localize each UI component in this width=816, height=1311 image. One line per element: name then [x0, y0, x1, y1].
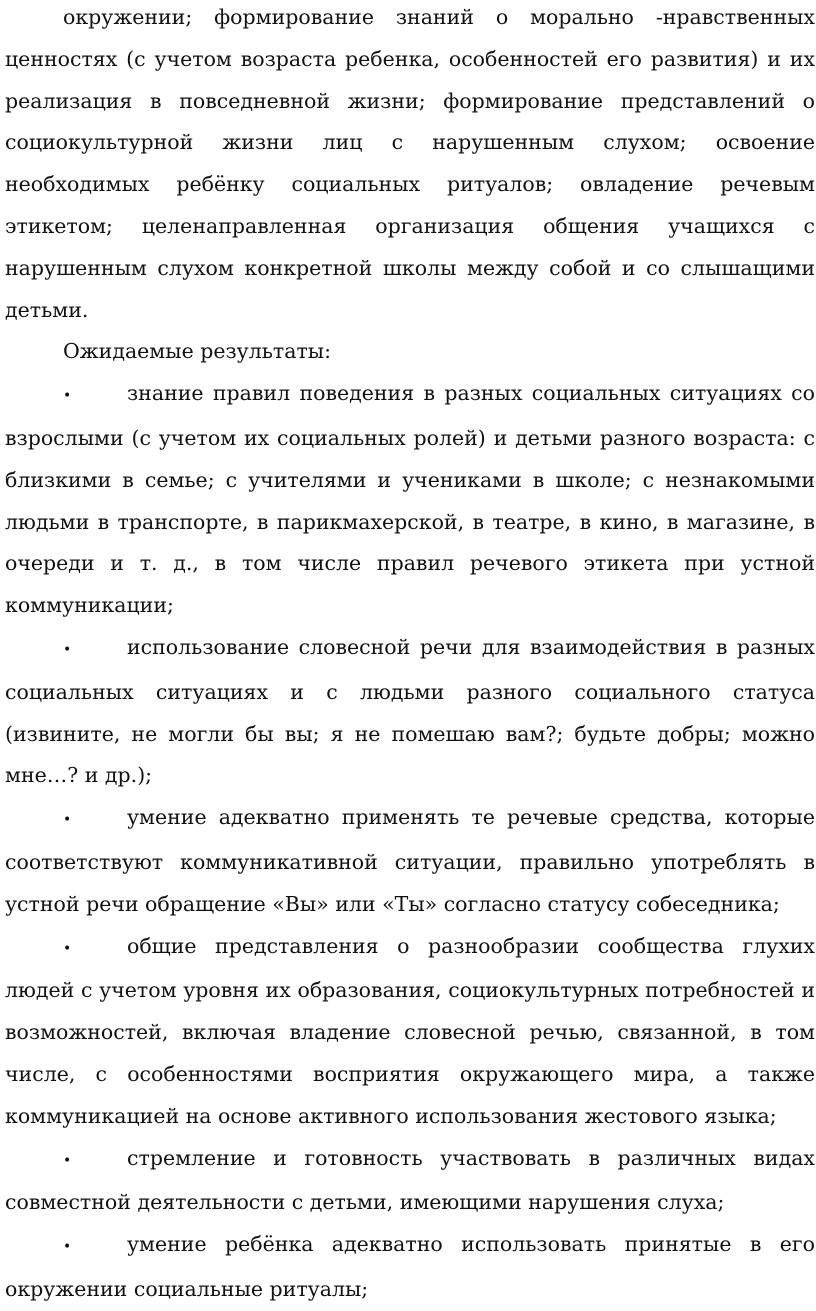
list-item-text: стремление и готовность участвовать в различных видах совместной деятельности с детьми, имеющими нарушения слуха;: [5, 1145, 815, 1215]
continuation-paragraph: окружении; формирование знаний о морально -нравственных ценностях (с учетом возраста ребенка, особенностей его развития) и их реализация в повседневной жизни; формирование представлений о социокультурной жизни лиц с нарушенным слухом; освоение необходимых ребёнку социальных ритуалов; овладение речевым этикетом; целенаправленная организация общения учащихся с нарушенным слухом конкретной школы между собой и со слышащими детьми.: [5, 5, 815, 322]
bullet-icon: •: [63, 1152, 72, 1169]
list-item-text: умение ребёнка адекватно использовать принятые в его окружении социальные ритуалы;: [5, 1232, 815, 1301]
list-item-text: знание правил поведения в разных социальных ситуациях со взрослыми (с учетом их социальных ролей) и детьми разного возраста: с близкими в семье; с учителями и учениками в школе; с незнакомыми людьми в транспорте, в парикмахерской, в театре, в кино, в магазине, в очереди и т. д., в том числе правил речевого этикета при устной коммуникации;: [5, 381, 815, 618]
list-item: [5, 627, 815, 797]
bullet-icon: •: [63, 812, 72, 829]
results-heading: Ожидаемые результаты:: [63, 339, 332, 364]
list-item: [5, 926, 815, 1138]
bullet-icon: •: [63, 641, 72, 658]
list-item: [5, 797, 815, 925]
bullet-icon: •: [63, 388, 72, 405]
results-list: [5, 373, 815, 1311]
list-item-text: умение адекватно применять те речевые средства, которые соответствуют коммуникативной ситуации, правильно употреблять в устной речи обращение «Вы» или «Ты» согласно статусу собеседника;: [5, 805, 815, 916]
list-item-text: общие представления о разнообразии сообщества глухих людей с учетом уровня их образования, социокультурных потребностей и возможностей, включая владение словесной речью, связанной, в том числе, с особенностями восприятия окружающего мира, а также коммуникацией на основе активного использования жестового языка;: [5, 933, 815, 1128]
document-page: [5, 0, 815, 1311]
bullet-icon: •: [63, 1239, 72, 1256]
list-item: [5, 1138, 815, 1225]
list-item: [5, 373, 815, 627]
list-item-text: использование словесной речи для взаимодействия в разных социальных ситуациях и с людьми разного социального статуса (извините, не могли бы вы; я не помешаю вам?; будьте добры; можно мне…? и др.);: [5, 634, 815, 788]
bullet-icon: •: [63, 940, 72, 957]
list-item: [5, 1224, 815, 1311]
